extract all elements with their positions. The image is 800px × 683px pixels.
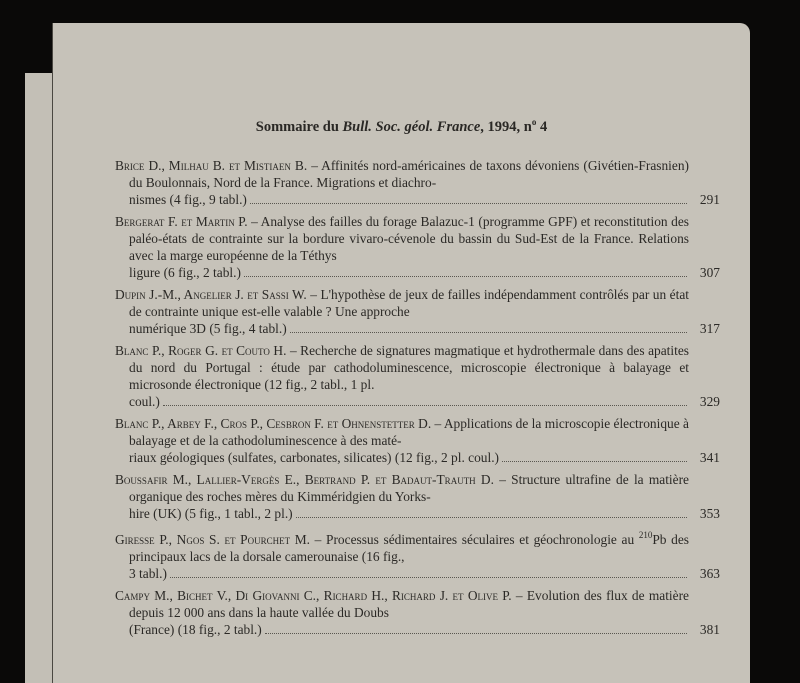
entry-authors: Blanc P., Arbey F., Cros P., Cesbron F. et Ohnenstetter D. xyxy=(115,416,432,431)
entry-page-number: 307 xyxy=(699,265,720,280)
entry-title-end: riaux géologiques (sulfates, carbonates, silicates) (12 fig., 2 pl. coul.) xyxy=(129,450,499,465)
entry-title-end: numérique 3D (5 fig., 4 tabl.) xyxy=(129,321,287,336)
title-sup: o xyxy=(531,117,537,127)
entry-title: – Processus sédimentaires séculaires et géochronologie au xyxy=(310,532,639,547)
entry-page-number: 317 xyxy=(699,321,720,336)
leader-dots xyxy=(290,332,687,333)
title-suffix: , 1994, n xyxy=(480,119,532,135)
entry-title: – Evolution des flux de matière depuis 12 000 ans dans la haute vallée du Doubs xyxy=(129,588,690,620)
journal-name: Bull. Soc. géol. France xyxy=(342,119,481,135)
toc-entry xyxy=(115,471,720,522)
entry-title-end: coul.) xyxy=(129,394,160,409)
entry-page-number: 341 xyxy=(699,450,720,465)
leader-dots xyxy=(170,577,687,578)
entry-authors: Brice D., Milhau B. et Mistiaen B. xyxy=(115,158,308,173)
entry-title-cont: Pb des principaux lacs de la dorsale camerounaise (16 fig., xyxy=(129,532,690,564)
entry-title: – Affinités nord-américaines de taxons dévoniens (Givétien-Frasnien) du Boulonnais, Nord de la France. Migrations et diachro- xyxy=(129,158,690,190)
entry-page-number: 329 xyxy=(699,394,720,409)
title-prefix: Sommaire du xyxy=(255,119,343,135)
leader-dots xyxy=(265,633,687,634)
entry-title: – Applications de la microscopie électronique à balayage et de la cathodoluminescence à des maté- xyxy=(129,416,689,448)
table-of-contents xyxy=(115,157,720,643)
leader-dots xyxy=(244,276,687,277)
entry-page-number: 291 xyxy=(699,192,720,207)
leader-dots xyxy=(250,203,687,204)
entry-title: – Recherche de signatures magmatique et hydrothermale dans des apatites du nord du Portugal : étude par cathodoluminescence, microscopie électronique à balayage et microsonde électronique (12 fig., 2 tabl., 1 pl. xyxy=(129,343,689,392)
entry-title: – Analyse des failles du forage Balazuc-1 (programme GPF) et reconstitution des paléo-états de contrainte sur la bordure vivaro-cévenole du bassin du Sud-Est de la France. Relations avec la marge européenne de la Téthys xyxy=(129,214,689,263)
leader-dots xyxy=(502,461,687,462)
isotope-mass-number: 210 xyxy=(638,530,653,540)
entry-title: – L'hypothèse de jeux de failles indépendamment contrôlés par un état de contrainte unique est-elle valable ? Une approche xyxy=(129,287,690,319)
entry-authors: Giresse P., Ngos S. et Pourchet M. xyxy=(115,532,310,547)
entry-authors: Campy M., Bichet V., Di Giovanni C., Richard H., Richard J. et Olive P. xyxy=(115,588,512,603)
entry-page-number: 381 xyxy=(699,622,720,637)
toc-entry xyxy=(115,587,720,638)
page-title xyxy=(53,117,750,136)
toc-entry xyxy=(115,415,720,466)
document-page xyxy=(52,23,750,683)
entry-authors: Boussafir M., Lallier-Vergès E., Bertrand P. et Badaut-Trauth D. xyxy=(115,472,494,487)
toc-entry xyxy=(115,286,720,337)
entry-title-end: (France) (18 fig., 2 tabl.) xyxy=(129,622,262,637)
entry-title-end: nismes (4 fig., 9 tabl.) xyxy=(129,192,247,207)
toc-entry xyxy=(115,527,720,582)
entry-authors: Bergerat F. et Martin P. xyxy=(115,214,248,229)
entry-title: – Structure ultrafine de la matière organique des roches mères du Kimméridgien du Yorks- xyxy=(129,472,689,504)
entry-title-end: hire (UK) (5 fig., 1 tabl., 2 pl.) xyxy=(129,506,293,521)
toc-entry xyxy=(115,342,720,410)
toc-entry xyxy=(115,213,720,281)
entry-title-end: ligure (6 fig., 2 tabl.) xyxy=(129,265,241,280)
entry-authors: Dupin J.-M., Angelier J. et Sassi W. xyxy=(115,287,307,302)
entry-title-end: 3 tabl.) xyxy=(129,566,167,581)
toc-entry xyxy=(115,157,720,208)
leader-dots xyxy=(163,405,687,406)
entry-authors: Blanc P., Roger G. et Couto H. xyxy=(115,343,287,358)
entry-page-number: 363 xyxy=(699,566,720,581)
issue-number: 4 xyxy=(536,119,548,135)
entry-page-number: 353 xyxy=(699,506,720,521)
leader-dots xyxy=(296,517,687,518)
